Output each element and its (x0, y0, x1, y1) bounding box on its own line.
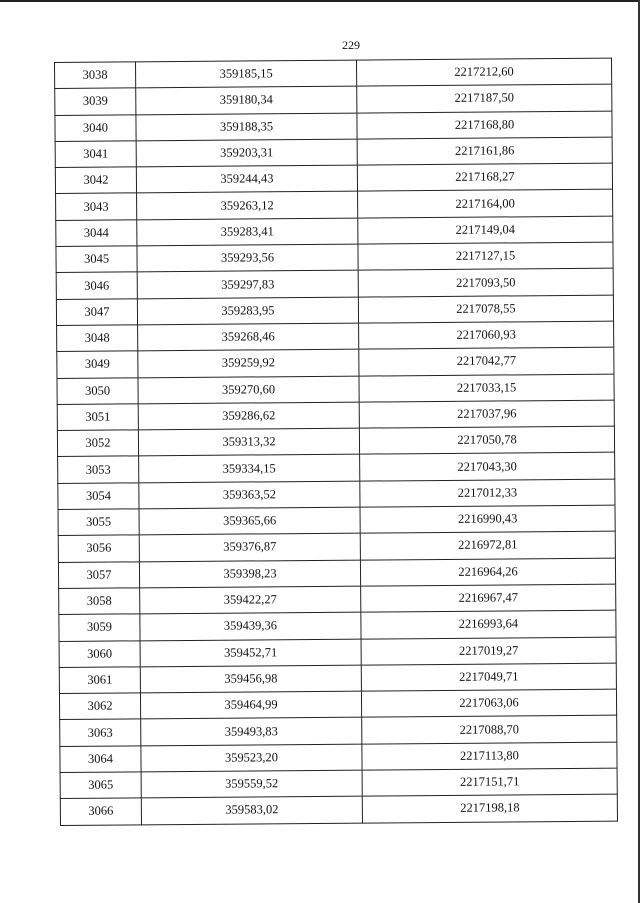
point-number-cell: 3039 (55, 88, 136, 115)
y-coordinate-cell: 2217019,27 (361, 637, 616, 665)
y-coordinate-cell: 2217164,00 (358, 190, 613, 218)
page-number: 229 (342, 38, 360, 52)
point-number-cell: 3060 (59, 640, 140, 667)
y-coordinate-cell: 2217049,71 (361, 663, 616, 691)
point-number-cell: 3047 (56, 299, 137, 326)
y-coordinate-cell: 2217161,86 (357, 137, 612, 165)
point-number-cell: 3058 (59, 588, 140, 615)
x-coordinate-cell: 359293,56 (137, 244, 358, 272)
point-number-cell: 3038 (55, 62, 136, 89)
y-coordinate-cell: 2216964,26 (360, 558, 615, 586)
x-coordinate-cell: 359365,66 (139, 507, 360, 535)
x-coordinate-cell: 359422,27 (140, 586, 361, 614)
y-coordinate-cell: 2217187,50 (357, 84, 612, 112)
x-coordinate-cell: 359268,46 (138, 323, 359, 351)
y-coordinate-cell: 2217093,50 (358, 268, 613, 296)
y-coordinate-cell: 2217198,18 (362, 794, 617, 822)
point-number-cell: 3063 (60, 719, 141, 746)
table-body (55, 58, 618, 825)
y-coordinate-cell: 2217043,30 (360, 453, 615, 481)
y-coordinate-cell: 2217212,60 (356, 58, 611, 86)
coordinates-table-container (54, 58, 618, 826)
x-coordinate-cell: 359283,95 (137, 297, 358, 325)
x-coordinate-cell: 359185,15 (136, 60, 357, 88)
point-number-cell: 3052 (57, 430, 138, 457)
y-coordinate-cell: 2217060,93 (359, 321, 614, 349)
point-number-cell: 3064 (60, 746, 141, 773)
point-number-cell: 3042 (55, 167, 136, 194)
x-coordinate-cell: 359439,36 (140, 612, 361, 640)
point-number-cell: 3044 (56, 220, 137, 247)
x-coordinate-cell: 359270,60 (138, 376, 359, 404)
x-coordinate-cell: 359363,52 (139, 481, 360, 509)
x-coordinate-cell: 359523,20 (141, 744, 362, 772)
x-coordinate-cell: 359464,99 (140, 691, 361, 719)
point-number-cell: 3051 (57, 404, 138, 431)
y-coordinate-cell: 2216993,64 (361, 610, 616, 638)
y-coordinate-cell: 2217078,55 (358, 295, 613, 323)
x-coordinate-cell: 359583,02 (141, 796, 362, 824)
x-coordinate-cell: 359244,43 (136, 165, 357, 193)
y-coordinate-cell: 2217050,78 (359, 426, 614, 454)
x-coordinate-cell: 359283,41 (137, 218, 358, 246)
point-number-cell: 3055 (58, 509, 139, 536)
x-coordinate-cell: 359203,31 (136, 139, 357, 167)
point-number-cell: 3049 (57, 351, 138, 378)
y-coordinate-cell: 2217042,77 (359, 347, 614, 375)
table-row (60, 794, 617, 825)
x-coordinate-cell: 359452,71 (140, 639, 361, 667)
y-coordinate-cell: 2217033,15 (359, 374, 614, 402)
y-coordinate-cell: 2217127,15 (358, 242, 613, 270)
y-coordinate-cell: 2217168,27 (357, 163, 612, 191)
y-coordinate-cell: 2216990,43 (360, 505, 615, 533)
point-number-cell: 3040 (55, 114, 136, 141)
y-coordinate-cell: 2217151,71 (362, 768, 617, 796)
x-coordinate-cell: 359286,62 (138, 402, 359, 430)
x-coordinate-cell: 359297,83 (137, 270, 358, 298)
point-number-cell: 3050 (57, 377, 138, 404)
point-number-cell: 3059 (59, 614, 140, 641)
x-coordinate-cell: 359313,32 (138, 428, 359, 456)
point-number-cell: 3061 (59, 667, 140, 694)
y-coordinate-cell: 2217168,80 (357, 111, 612, 139)
x-coordinate-cell: 359263,12 (137, 192, 358, 220)
point-number-cell: 3053 (58, 456, 139, 483)
y-coordinate-cell: 2216967,47 (361, 584, 616, 612)
y-coordinate-cell: 2217113,80 (362, 742, 617, 770)
point-number-cell: 3056 (58, 535, 139, 562)
point-number-cell: 3046 (56, 272, 137, 299)
point-number-cell: 3066 (60, 798, 141, 825)
point-number-cell: 3062 (59, 693, 140, 720)
x-coordinate-cell: 359376,87 (139, 533, 360, 561)
page-top-edge (0, 0, 640, 2)
x-coordinate-cell: 359334,15 (139, 455, 360, 483)
point-number-cell: 3057 (58, 561, 139, 588)
coordinates-table (54, 58, 618, 826)
y-coordinate-cell: 2217012,33 (360, 479, 615, 507)
x-coordinate-cell: 359259,92 (138, 349, 359, 377)
point-number-cell: 3041 (55, 141, 136, 168)
x-coordinate-cell: 359493,83 (141, 718, 362, 746)
x-coordinate-cell: 359559,52 (141, 770, 362, 798)
point-number-cell: 3043 (56, 193, 137, 220)
y-coordinate-cell: 2217149,04 (358, 216, 613, 244)
x-coordinate-cell: 359188,35 (136, 113, 357, 141)
y-coordinate-cell: 2217037,96 (359, 400, 614, 428)
point-number-cell: 3065 (60, 772, 141, 799)
y-coordinate-cell: 2217063,06 (361, 689, 616, 717)
x-coordinate-cell: 359180,34 (136, 86, 357, 114)
point-number-cell: 3054 (58, 483, 139, 510)
point-number-cell: 3048 (57, 325, 138, 352)
y-coordinate-cell: 2216972,81 (360, 531, 615, 559)
x-coordinate-cell: 359398,23 (139, 560, 360, 588)
y-coordinate-cell: 2217088,70 (362, 716, 617, 744)
point-number-cell: 3045 (56, 246, 137, 273)
x-coordinate-cell: 359456,98 (140, 665, 361, 693)
